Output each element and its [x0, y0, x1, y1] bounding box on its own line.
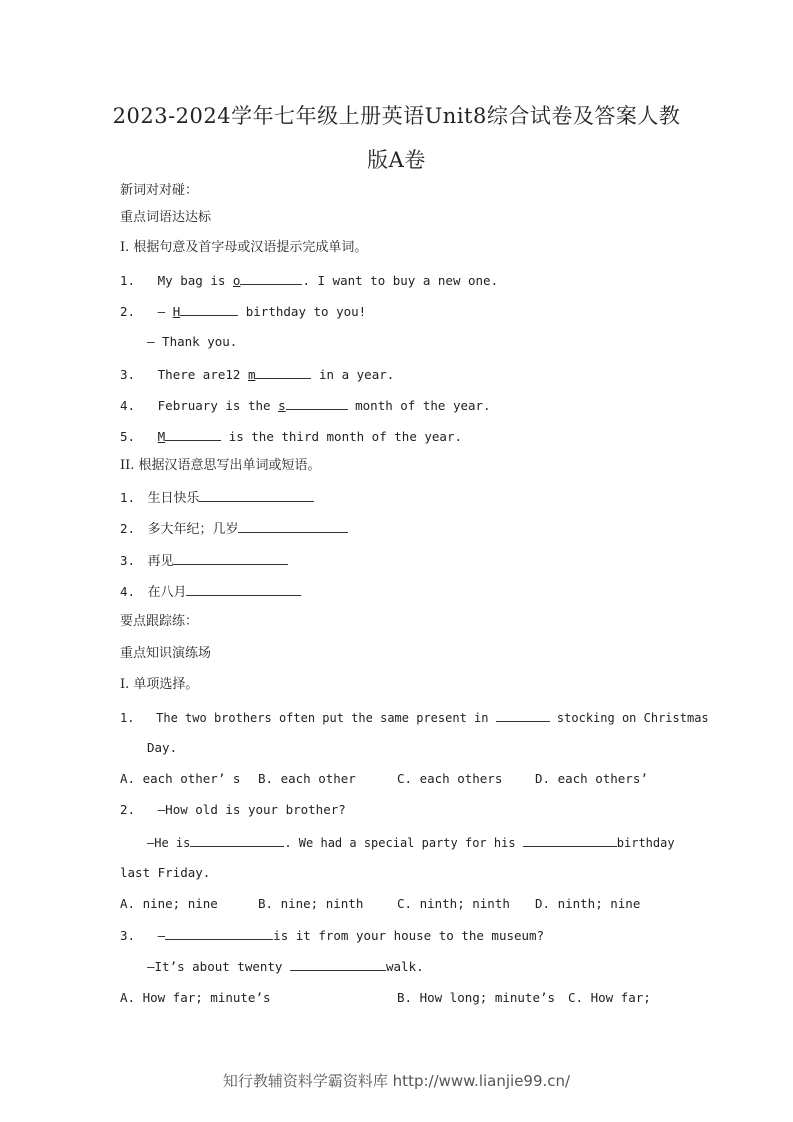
footer-watermark: 知行教辅资料学霸资料库 http://www.lianjie99.cn/: [222, 1072, 571, 1090]
section-follow: 要点跟踪练：: [120, 614, 199, 629]
choice-3-option-a: A. How far; minute’s: [120, 990, 271, 1005]
question-5: 5. M is the third month of the year.: [120, 429, 462, 444]
choice-3-option-c: C. How far;: [568, 990, 651, 1005]
section-practice: 重点知识演练场: [120, 646, 212, 661]
section-new-words: 新词对对碰：: [120, 183, 199, 198]
choice-question-3: 3. — is it from your house to the museum?: [120, 928, 545, 943]
part1-heading: I. 根据句意及首字母或汉语提示完成单词。: [120, 240, 368, 255]
choice-1-option-a: A. each other’ s: [120, 771, 241, 786]
choice-2-option-c: C. ninth; ninth: [397, 896, 510, 911]
choice-1-option-d: D. each others’: [535, 771, 648, 786]
choice-2-option-d: D. ninth; nine: [535, 896, 641, 911]
p2-item-4: 4. 在八月: [120, 583, 301, 601]
doc-title-line2: 版A卷: [367, 148, 426, 172]
choice-2-option-b: B. nine; ninth: [258, 896, 364, 911]
choice-question-2-cont: last Friday.: [120, 865, 211, 880]
choice-1-option-b: B. each other: [258, 771, 356, 786]
choice-question-1: 1. The two brothers often put the same present in stocking on Christmas: [120, 711, 709, 725]
question-4: 4. February is the s month of the year.: [120, 398, 491, 413]
p2-item-2: 2. 多大年纪；几岁: [120, 520, 348, 538]
p2-item-1: 1. 生日快乐: [120, 489, 314, 507]
choice-question-2: 2. —How old is your brother?: [120, 802, 346, 817]
question-1: 1. My bag is o . I want to buy a new one.: [120, 273, 499, 288]
choice-question-2-answer: —He is . We had a special party for his birthday: [147, 836, 675, 850]
choice-1-option-c: C. each others: [397, 771, 503, 786]
question-2: 2. — H birthday to you!: [120, 304, 367, 319]
choice-question-1-cont: Day.: [147, 740, 178, 755]
section-key-words: 重点词语达达标: [120, 210, 212, 225]
question-2-reply: — Thank you.: [147, 334, 238, 349]
choice-heading: I. 单项选择。: [120, 677, 199, 692]
choice-2-option-a: A. nine; nine: [120, 896, 218, 911]
p2-item-3: 3. 再见: [120, 552, 288, 570]
choice-question-3-answer: —It’s about twenty walk.: [147, 959, 424, 974]
doc-title-line1: 2023-2024学年七年级上册英语Unit8综合试卷及答案人教: [112, 104, 681, 128]
part2-heading: II. 根据汉语意思写出单词或短语。: [120, 458, 321, 473]
question-3: 3. There are12 m in a year.: [120, 367, 395, 382]
choice-3-option-b: B. How long; minute’s: [397, 990, 556, 1005]
